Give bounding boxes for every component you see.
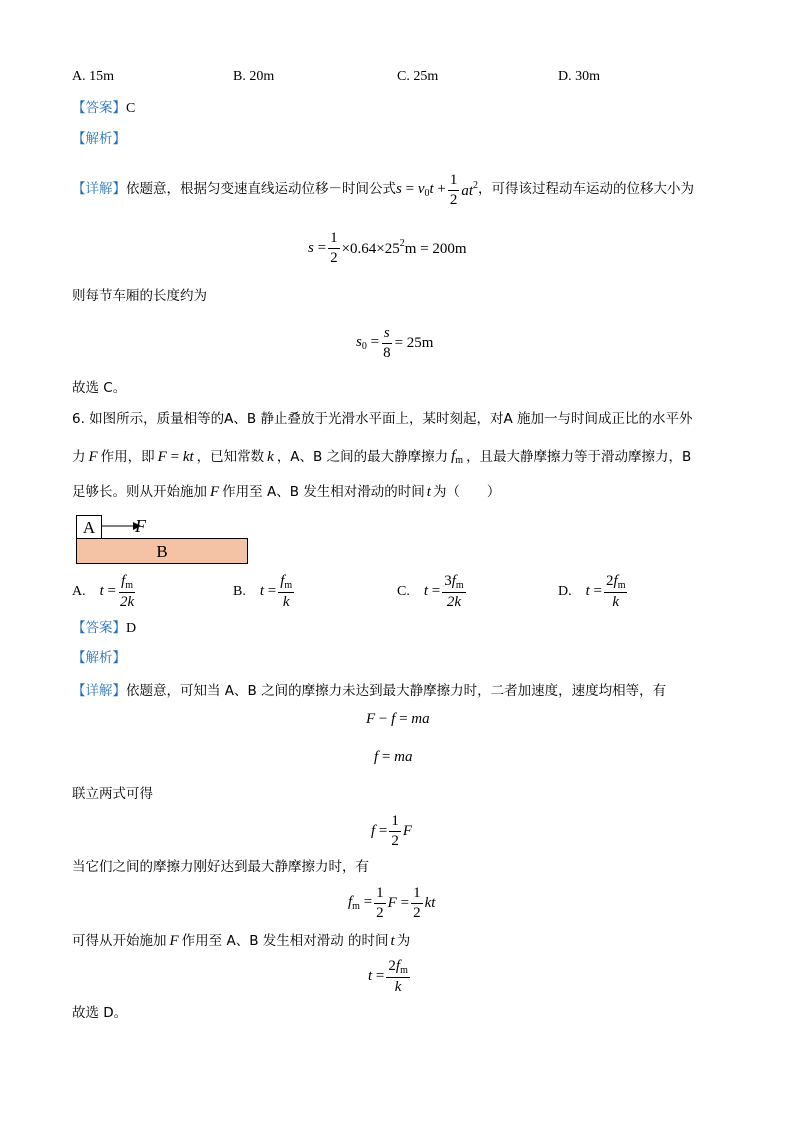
detail-text-2: ，可得该过程动车运动的位移大小为 xyxy=(478,181,695,198)
q5-analysis-tag: 【解析】 xyxy=(72,131,126,147)
q6-eq3: f = $\frac{1}{2}$ F xyxy=(371,813,413,849)
detail-tag: 【详解】 xyxy=(72,181,126,198)
q6-eq4: $f_m$ = $\frac{1}{2}$ F = $\frac{1}{2}$ kt xyxy=(348,885,436,921)
q6-option-c: C. t = $\frac{3f_m}{2k}$ xyxy=(397,573,464,610)
block-a: A xyxy=(76,515,102,539)
answer-value: C xyxy=(126,101,136,116)
q6-result-line: 可得从开始施加 F 作用至 A、B 发生相对滑动 的时间 t 为 xyxy=(72,932,411,949)
q6-option-d: D. t = $\frac{2f_m}{k}$ xyxy=(558,573,626,610)
formula-displacement: $s = v_0t$ + xyxy=(396,180,446,199)
q5-formula-s0: $s_0$ = $\frac{s}{8}$ = 25m xyxy=(356,325,434,361)
q6-reach-text: 当它们之间的摩擦力刚好达到最大静摩擦力时，有 xyxy=(72,859,369,875)
q6-combine-text: 联立两式可得 xyxy=(72,786,153,802)
answer-value: D xyxy=(126,621,137,636)
q5-formula-s: s = $\frac{1}{2}$ $\times 0.64\times 25^2m = 200m$ xyxy=(308,230,467,266)
answer-tag: 【答案】 xyxy=(72,100,126,116)
detail-text: 依题意，可知当 A、B 之间的摩擦力未达到最大静摩擦力时，二者加速度，速度均相等，有 xyxy=(126,683,667,699)
q5-answer-line xyxy=(72,101,135,116)
q6-stem-line3: 足够长。则从开始施加 F 作用至 A、B 发生相对滑动的时间 t 为（ ） xyxy=(72,483,501,500)
q5-option-d: D. 30m xyxy=(558,69,600,84)
q6-analysis-tag: 【解析】 xyxy=(72,650,126,666)
q6-stem-line2: 力 F 作用，即 F = kt ，已知常数 k ，A、B 之间的最大静摩擦力 $f_m$ ，且最大静摩擦力等于滑动摩擦力，B xyxy=(72,448,692,466)
q6-eq2: f = ma xyxy=(374,749,413,765)
q6-stem-line1: 6. 如图所示，质量相等的A、B 静止叠放于光滑水平面上，某时刻起，对A 施加一与时间成正比的水平外 xyxy=(72,411,693,427)
answer-tag: 【答案】 xyxy=(72,620,126,636)
q6-conclusion: 故选 D。 xyxy=(72,1005,128,1021)
q5-detail-line: 【详解】 依题意，根据匀变速直线运动位移－时间公式 $s = v_0t$ + $\frac{1}{2}$ $at^2$ ，可得该过程动车运动的位移大小为 xyxy=(72,172,695,208)
q5-conclusion: 故选 C。 xyxy=(72,380,127,396)
detail-tag: 【详解】 xyxy=(72,683,126,699)
fraction-half: $\frac{1}{2}$ xyxy=(449,172,458,208)
block-b: B xyxy=(76,538,248,564)
q6-eq1: F − f = ma xyxy=(366,711,430,727)
q5-option-a: A. 15m xyxy=(72,69,114,84)
force-label: F xyxy=(135,516,146,536)
q5-option-c: C. 25m xyxy=(397,69,439,84)
q6-option-b: B. t = $\frac{f_m}{k}$ xyxy=(233,573,293,610)
q6-option-a: A. t = $\frac{f_m}{2k}$ xyxy=(72,573,135,610)
q6-figure xyxy=(76,515,248,565)
q6-detail-line xyxy=(72,684,666,699)
q5-car-length-text: 则每节车厢的长度约为 xyxy=(72,288,207,304)
q6-eq5: t = $\frac{2f_m}{k}$ xyxy=(368,958,408,995)
q5-option-b: B. 20m xyxy=(233,69,275,84)
q6-answer-line xyxy=(72,621,136,636)
detail-text-1: 依题意，根据匀变速直线运动位移－时间公式 xyxy=(126,181,396,198)
